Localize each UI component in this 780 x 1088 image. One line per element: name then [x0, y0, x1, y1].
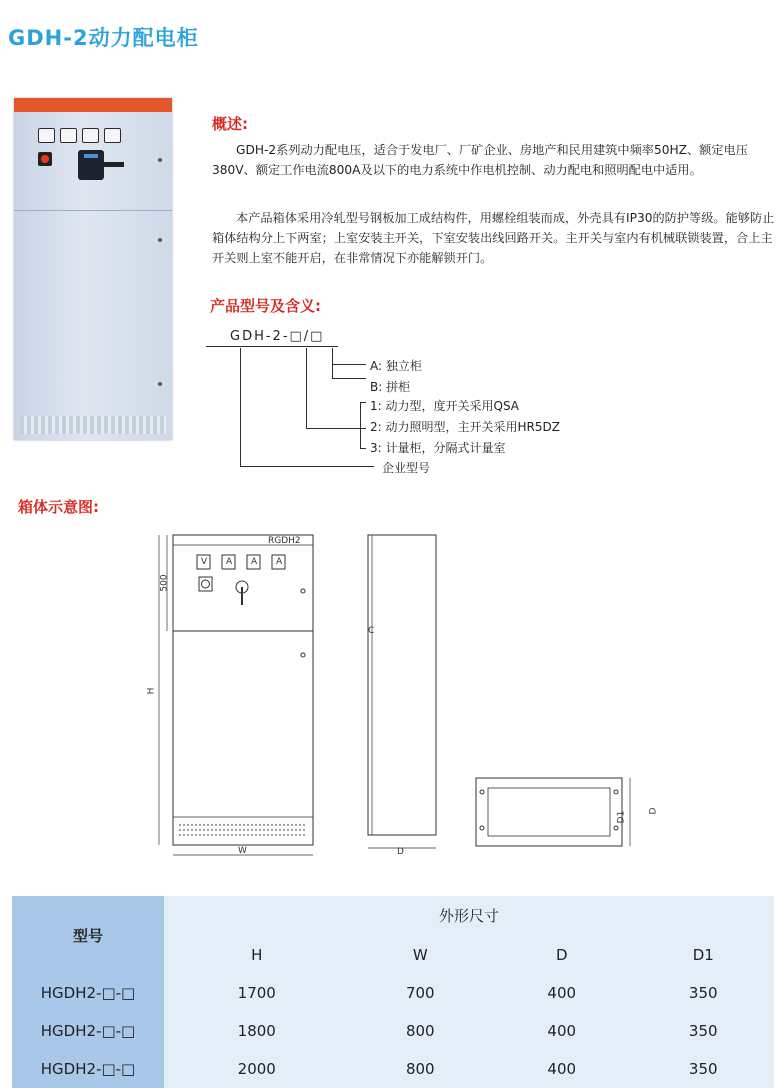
cell-h: 1700 — [164, 974, 350, 1012]
row-model: HGDH2-□-□ — [12, 1050, 164, 1088]
indicator-icon — [199, 577, 212, 591]
meter-icon — [82, 128, 99, 143]
cell-d: 400 — [491, 1050, 632, 1088]
model-code: GDH-2-□/□ — [230, 329, 325, 344]
cell-w: 800 — [350, 1050, 491, 1088]
cell-d1: 350 — [632, 1050, 774, 1088]
cabinet-divider — [14, 210, 172, 211]
model-item-a: A: 独立柜 — [370, 359, 422, 373]
diagram-heading: 箱体示意图: — [18, 498, 99, 516]
model-item-3: 3: 计量柜，分隔式计量室 — [370, 441, 506, 455]
table-row — [12, 974, 774, 1012]
top-inner-outline — [488, 788, 610, 836]
vent-grille-icon — [179, 825, 307, 835]
dim-d-top-label: D — [648, 807, 659, 815]
cell-d1: 350 — [632, 1012, 774, 1050]
meter-icon — [38, 128, 55, 143]
indicator-light-icon — [38, 152, 52, 166]
cell-d1: 350 — [632, 974, 774, 1012]
side-outline — [368, 535, 436, 835]
row-model: HGDH2-□-□ — [12, 974, 164, 1012]
side-view-diagram — [362, 530, 442, 860]
dim-c-label: C — [368, 626, 375, 636]
lock-icon — [301, 589, 305, 593]
table-row — [12, 1012, 774, 1050]
cabinet-top-strip — [14, 98, 172, 112]
dim-h-label: H — [146, 687, 157, 695]
indicator-circle-icon — [202, 580, 210, 588]
front-view-diagram — [145, 525, 325, 865]
table-header-row — [12, 896, 774, 935]
model-item-2: 2: 动力照明型，主开关采用HR5DZ — [370, 420, 560, 434]
spec-table — [12, 896, 774, 1088]
dim-d-label: D — [397, 847, 404, 857]
table-row — [12, 1050, 774, 1088]
column-header-h: H — [164, 935, 350, 974]
meter-label-a3: A — [276, 557, 283, 567]
overview-heading: 概述: — [212, 115, 248, 133]
meter-icon — [60, 128, 77, 143]
row-model: HGDH2-□-□ — [12, 1012, 164, 1050]
dimensions-group-header: 外形尺寸 — [164, 896, 774, 935]
dim-500-label: 500 — [159, 574, 170, 592]
cell-h: 1800 — [164, 1012, 350, 1050]
column-header-d1: D1 — [632, 935, 774, 974]
cell-d: 400 — [491, 974, 632, 1012]
cell-h: 2000 — [164, 1050, 350, 1088]
meter-icon — [104, 128, 121, 143]
cell-w: 700 — [350, 974, 491, 1012]
lock-dot-icon — [158, 382, 162, 386]
nameplate-label: RGDH2 — [268, 536, 301, 546]
column-header-d: D — [491, 935, 632, 974]
lock-dot-icon — [158, 158, 162, 162]
model-column-header: 型号 — [12, 896, 164, 974]
model-heading: 产品型号及含义: — [210, 297, 321, 315]
meter-label-a1: A — [226, 557, 233, 567]
meter-label-a2: A — [251, 557, 258, 567]
switch-lever-icon — [104, 162, 124, 167]
model-code-underline — [206, 346, 338, 347]
top-view-diagram — [470, 770, 640, 860]
column-header-w: W — [350, 935, 491, 974]
cell-d: 400 — [491, 1012, 632, 1050]
model-item-b: B: 拼柜 — [370, 380, 411, 394]
dim-d1-label: D1 — [616, 810, 627, 824]
vent-grille — [20, 416, 166, 434]
page-title: GDH-2动力配电柜 — [8, 26, 199, 50]
model-item-1: 1: 动力型，度开关采用QSA — [370, 399, 519, 413]
lock-icon — [301, 653, 305, 657]
cell-w: 800 — [350, 1012, 491, 1050]
main-switch-handle-icon — [78, 150, 104, 180]
dim-w-label: W — [238, 846, 247, 856]
model-item-enterprise: 企业型号 — [382, 461, 431, 475]
overview-paragraph-2: 本产品箱体采用冷轧型号钢板加工成结构件，用螺栓组装而成，外壳具有IP30的防护等级。能够防止箱体结构分上下两室；上室安装主开关，下室安装出线回路开关。主开关与室内有机械联锁装置，合上主开关则上室不能开启，在非常情况下亦能解锁开门。 — [212, 211, 775, 265]
lock-dot-icon — [158, 238, 162, 242]
overview-paragraph-1: GDH-2系列动力配电压，适合于发电厂、厂矿企业、房地产和民用建筑中频率50HZ、额定电压380V、额定工作电流800A及以下的电力系统中作电机控制、动力配电和照明配电中适用。 — [212, 143, 748, 177]
meter-label-v: V — [201, 557, 208, 567]
